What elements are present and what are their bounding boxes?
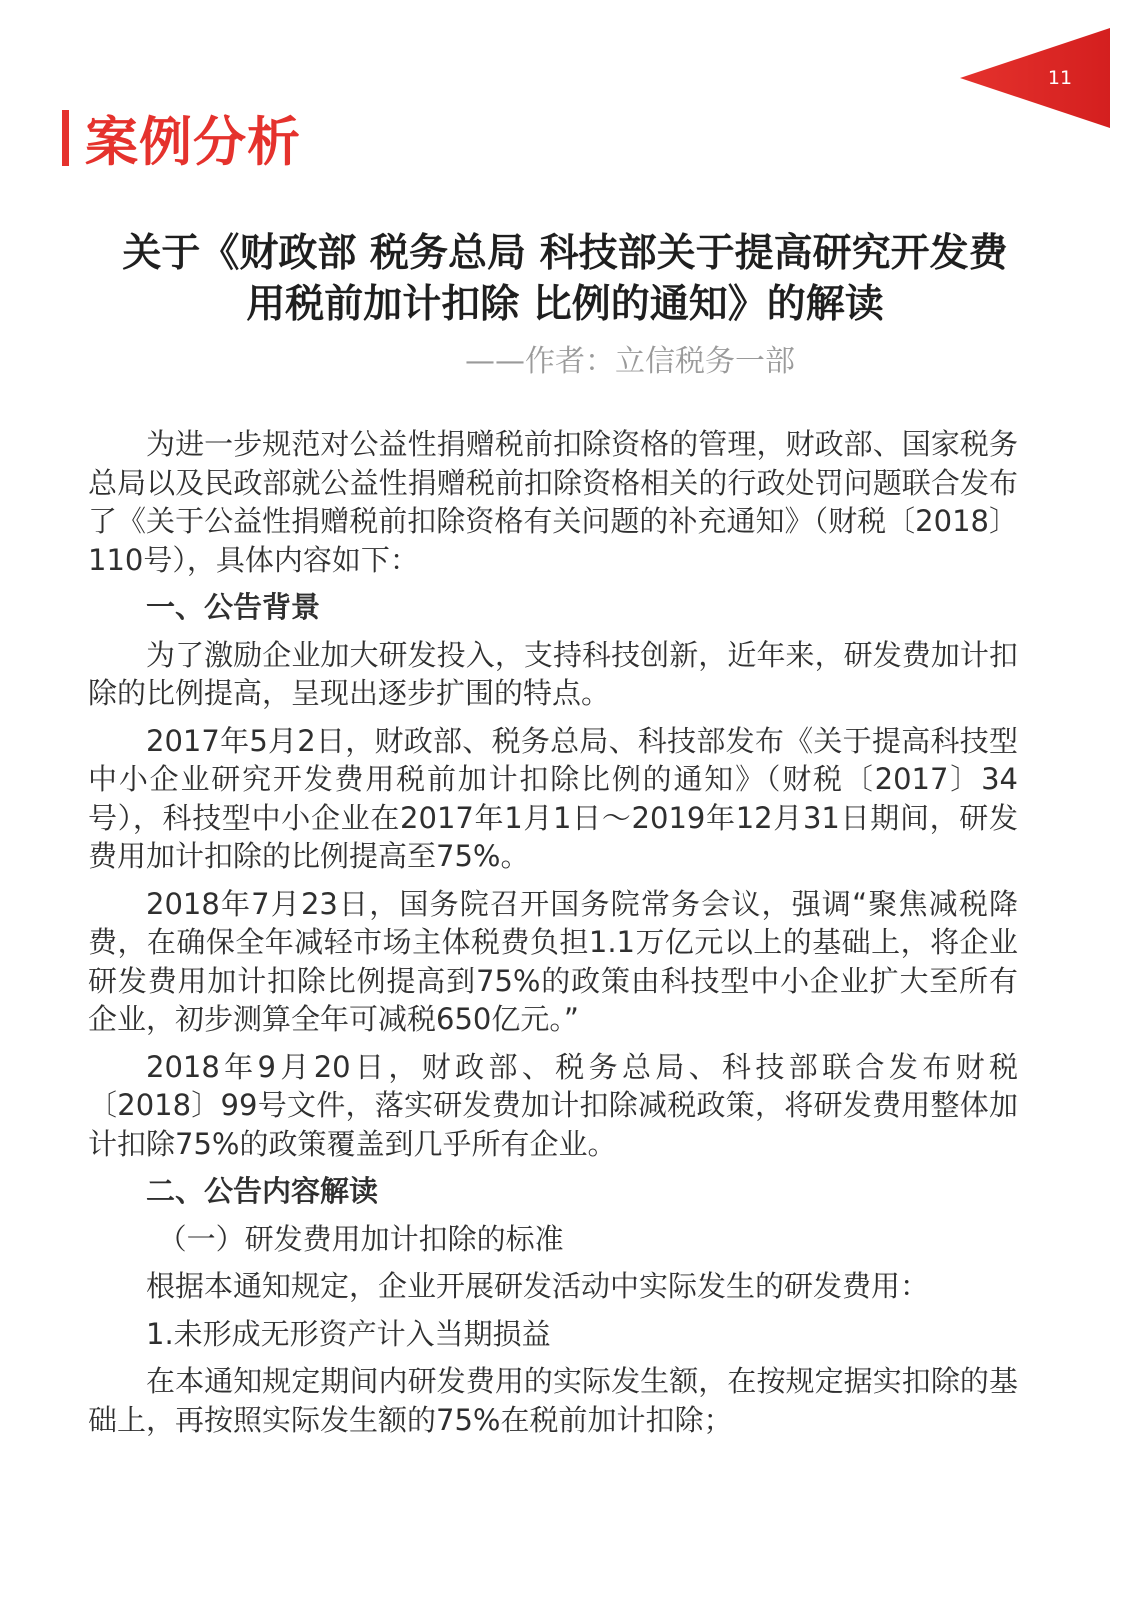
article-byline: ——作者：立信税务一部 bbox=[465, 344, 795, 379]
subheading-standard: （一）研发费用加计扣除的标准 bbox=[157, 1221, 564, 1256]
article-title-line-1: 关于《财政部 税务总局 科技部关于提高研究开发费 bbox=[122, 231, 1008, 276]
paragraph-2017: 2017年5月2日，财政部、税务总局、科技部发布《关于提高科技型中小企业研究开发费用税前加计扣除比例的通知》（财税〔2017〕34号），科技型中小企业在2017年1月1日～2019年12月31日期间，研发费用加计扣除的比例提高至75%。 bbox=[88, 723, 1018, 873]
paragraph-deduction: 在本通知规定期间内研发费用的实际发生额，在按规定据实扣除的基础上，再按照实际发生额的75%在税前加计扣除； bbox=[88, 1364, 1018, 1437]
heading-background: 一、公告背景 bbox=[146, 590, 321, 624]
paragraph-intro: 为进一步规范对公益性捐赠税前扣除资格的管理，财政部、国家税务总局以及民政部就公益性捐赠税前扣除资格相关的行政处罚问题联合发布了《关于公益性捐赠税前扣除资格有关问题的补充通知》（财税〔2018〕110号），具体内容如下： bbox=[88, 427, 1018, 577]
section-accent-bar bbox=[62, 110, 69, 166]
article-body bbox=[88, 425, 1018, 1448]
paragraph-item-1: 1.未形成无形资产计入当期损益 bbox=[146, 1316, 551, 1351]
section-header bbox=[62, 108, 301, 173]
article-title bbox=[70, 228, 1060, 330]
article-title-line-2: 用税前加计扣除 比例的通知》的解读 bbox=[246, 282, 884, 327]
paragraph-2018-july: 2018年7月23日，国务院召开国务院常务会议，强调“聚焦减税降费，在确保全年减轻市场主体税费负担1.1万亿元以上的基础上，将企业研发费用加计扣除比例提高到75%的政策由科技型中小企业扩大至所有企业，初步测算全年可减税650亿元。” bbox=[88, 886, 1018, 1036]
heading-interpretation: 二、公告内容解读 bbox=[146, 1174, 379, 1208]
section-title: 案例分析 bbox=[85, 112, 301, 173]
paragraph-background: 为了激励企业加大研发投入，支持科技创新，近年来，研发费加计扣除的比例提高，呈现出逐步扩围的特点。 bbox=[88, 637, 1018, 710]
page-number: 11 bbox=[1047, 67, 1073, 89]
paragraph-notice-rule: 根据本通知规定，企业开展研发活动中实际发生的研发费用： bbox=[146, 1269, 930, 1303]
paragraph-2018-september: 2018年9月20日，财政部、税务总局、科技部联合发布财税〔2018〕99号文件，落实研发费加计扣除减税政策，将研发费用整体加计扣除75%的政策覆盖到几乎所有企业。 bbox=[88, 1049, 1018, 1161]
